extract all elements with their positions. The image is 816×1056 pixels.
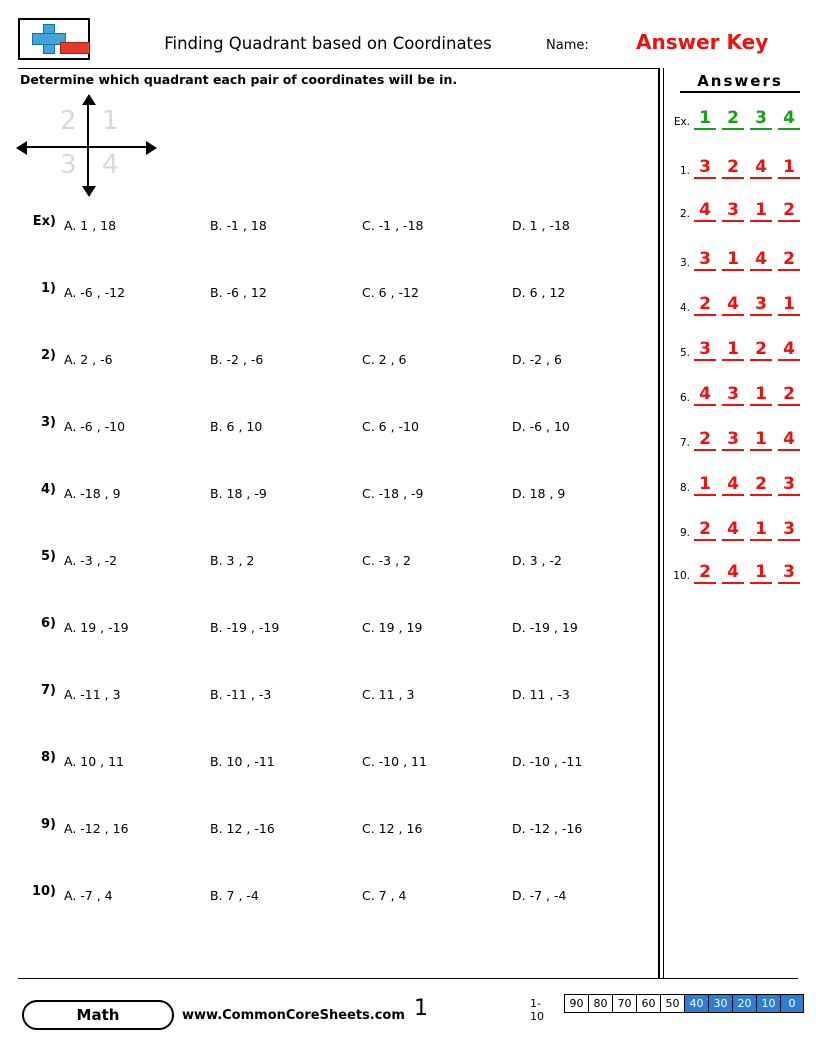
grading-scale-cells — [564, 994, 804, 1013]
choice-c[interactable]: C. 11 , 3 — [362, 687, 415, 702]
grading-scale-cell: 90 — [564, 994, 588, 1013]
answer-value: 3 — [778, 562, 800, 584]
choice-d[interactable]: D. -19 , 19 — [512, 620, 578, 635]
quadrant-label-2: 2 — [60, 106, 77, 136]
problem-row — [22, 482, 642, 506]
answer-value: 2 — [694, 562, 716, 584]
choice-d[interactable]: D. 11 , -3 — [512, 687, 570, 702]
problem-row — [22, 549, 642, 573]
grading-scale-cell: 0 — [780, 994, 804, 1013]
choice-c[interactable]: C. -10 , 11 — [362, 754, 427, 769]
choice-d[interactable]: D. -7 , -4 — [512, 888, 567, 903]
vertical-divider-left — [658, 68, 660, 978]
choice-a[interactable]: A. 10 , 11 — [64, 754, 125, 769]
answer-value: 1 — [750, 200, 772, 222]
answer-row — [668, 562, 808, 590]
answer-row — [668, 474, 808, 502]
answer-key-badge: Answer Key — [636, 30, 769, 54]
choice-b[interactable]: B. 12 , -16 — [210, 821, 275, 836]
answer-value: 1 — [778, 157, 800, 179]
answer-value: 2 — [778, 384, 800, 406]
x-axis — [26, 146, 150, 148]
instructions-text: Determine which quadrant each pair of coordinates will be in. — [20, 72, 458, 87]
answer-values — [694, 294, 806, 320]
grading-scale-cell: 30 — [708, 994, 732, 1013]
answer-value: 4 — [778, 108, 800, 130]
answer-row — [668, 108, 808, 136]
subject-badge — [22, 1000, 174, 1030]
problem-number: 4) — [41, 482, 56, 497]
name-label: Name: — [546, 38, 589, 53]
arrow-up-icon — [82, 94, 96, 105]
answer-value: 1 — [778, 294, 800, 316]
problem-number: Ex) — [32, 214, 56, 229]
answer-values — [694, 562, 806, 588]
answer-value: 4 — [778, 429, 800, 451]
problem-number: 3) — [41, 415, 56, 430]
answer-values — [694, 474, 806, 500]
answer-value: 2 — [694, 519, 716, 541]
quadrant-label-4: 4 — [102, 150, 119, 180]
choice-d[interactable]: D. -6 , 10 — [512, 419, 570, 434]
worksheet-header — [18, 18, 769, 60]
answer-values — [694, 200, 806, 226]
answer-value: 2 — [778, 200, 800, 222]
answer-value: 4 — [694, 384, 716, 406]
choice-d[interactable]: D. -2 , 6 — [512, 352, 562, 367]
answer-value: 3 — [778, 474, 800, 496]
answer-value: 3 — [722, 384, 744, 406]
choice-d[interactable]: D. 3 , -2 — [512, 553, 562, 568]
answer-value: 2 — [722, 108, 744, 130]
subject-label: Math — [76, 1006, 120, 1024]
answer-row-label: 6. — [679, 392, 690, 404]
choice-c[interactable]: C. 7 , 4 — [362, 888, 407, 903]
answer-value: 4 — [722, 294, 744, 316]
choice-c[interactable]: C. 6 , -12 — [362, 285, 419, 300]
choice-a[interactable]: A. -6 , -12 — [64, 285, 126, 300]
choice-c[interactable]: C. -3 , 2 — [362, 553, 412, 568]
problem-row — [22, 281, 642, 305]
website-url: www.CommonCoreSheets.com — [182, 1008, 405, 1023]
problem-row — [22, 884, 642, 908]
answer-value: 1 — [750, 562, 772, 584]
choice-b[interactable]: B. -2 , -6 — [210, 352, 264, 367]
answer-value: 2 — [694, 429, 716, 451]
choice-a[interactable]: A. 19 , -19 — [64, 620, 129, 635]
choice-a[interactable]: A. 2 , -6 — [64, 352, 113, 367]
choice-a[interactable]: A. -3 , -2 — [64, 553, 118, 568]
answer-row-label: 9. — [679, 527, 690, 539]
answer-values — [694, 108, 806, 134]
answer-value: 4 — [722, 474, 744, 496]
answer-value: 3 — [750, 294, 772, 316]
grading-scale-cell: 40 — [684, 994, 708, 1013]
answer-value: 1 — [694, 474, 716, 496]
problem-number: 10) — [31, 884, 56, 899]
answer-row-label: 10. — [673, 570, 690, 582]
problem-number: 1) — [41, 281, 56, 296]
answer-row-label: 8. — [679, 482, 690, 494]
arrow-down-icon — [82, 186, 96, 197]
choice-c[interactable]: C. 6 , -10 — [362, 419, 419, 434]
answer-value: 2 — [694, 294, 716, 316]
choice-c[interactable]: C. -1 , -18 — [362, 218, 424, 233]
page-title: Finding Quadrant based on Coordinates — [164, 34, 492, 53]
choice-c[interactable]: C. 2 , 6 — [362, 352, 407, 367]
answer-values — [694, 429, 806, 455]
problem-row — [22, 750, 642, 774]
answer-value: 4 — [750, 157, 772, 179]
choice-a[interactable]: A. -7 , 4 — [64, 888, 113, 903]
grading-scale-cell: 50 — [660, 994, 684, 1013]
answer-value: 4 — [694, 200, 716, 222]
choice-d[interactable]: D. 6 , 12 — [512, 285, 566, 300]
choice-c[interactable]: C. 12 , 16 — [362, 821, 423, 836]
choice-b[interactable]: B. -11 , -3 — [210, 687, 272, 702]
arrow-left-icon — [16, 141, 27, 155]
answer-value: 3 — [750, 108, 772, 130]
answer-row — [668, 519, 808, 547]
answer-row-label: 3. — [679, 257, 690, 269]
grading-scale-cell: 60 — [636, 994, 660, 1013]
answer-values — [694, 339, 806, 365]
choice-b[interactable]: B. 10 , -11 — [210, 754, 275, 769]
choice-c[interactable]: C. 19 , 19 — [362, 620, 423, 635]
problem-number: 6) — [41, 616, 56, 631]
choice-a[interactable]: A. -18 , 9 — [64, 486, 121, 501]
arrow-right-icon — [146, 141, 157, 155]
answer-value: 1 — [722, 339, 744, 361]
answer-value: 1 — [694, 108, 716, 130]
problem-row — [22, 348, 642, 372]
grading-scale-cell: 80 — [588, 994, 612, 1013]
answer-row — [668, 384, 808, 412]
answer-values — [694, 157, 806, 183]
answer-row — [668, 249, 808, 277]
answer-values — [694, 384, 806, 410]
choice-d[interactable]: D. 18 , 9 — [512, 486, 566, 501]
quadrant-label-3: 3 — [60, 150, 77, 180]
answer-value: 4 — [750, 249, 772, 271]
logo-red-bar — [60, 42, 90, 54]
choice-b[interactable]: B. 7 , -4 — [210, 888, 259, 903]
answer-value: 2 — [722, 157, 744, 179]
choice-a[interactable]: A. -12 , 16 — [64, 821, 129, 836]
header-divider — [18, 68, 658, 69]
answer-value: 4 — [778, 339, 800, 361]
problem-number: 7) — [41, 683, 56, 698]
vertical-divider-right — [663, 68, 664, 978]
problem-number: 8) — [41, 750, 56, 765]
answer-value: 3 — [722, 429, 744, 451]
problem-row — [22, 817, 642, 841]
problem-number: 2) — [41, 348, 56, 363]
choice-b[interactable]: B. -6 , 12 — [210, 285, 267, 300]
choice-d[interactable]: D. 1 , -18 — [512, 218, 570, 233]
answer-row — [668, 294, 808, 322]
problem-number: 5) — [41, 549, 56, 564]
answer-value: 4 — [722, 562, 744, 584]
answer-row-label: 5. — [679, 347, 690, 359]
answer-row — [668, 157, 808, 185]
grading-scale-label: 1-10 — [530, 997, 544, 1023]
problem-number: 9) — [41, 817, 56, 832]
choice-c[interactable]: C. -18 , -9 — [362, 486, 424, 501]
answer-row-label: 2. — [679, 208, 690, 220]
answer-value: 4 — [722, 519, 744, 541]
answer-value: 3 — [694, 249, 716, 271]
choice-b[interactable]: B. -1 , 18 — [210, 218, 267, 233]
problem-row — [22, 683, 642, 707]
answer-value: 2 — [778, 249, 800, 271]
answer-value: 1 — [722, 249, 744, 271]
answer-row-label: Ex. — [673, 116, 690, 128]
answer-row-label: 1. — [679, 165, 690, 177]
grading-scale-cell: 70 — [612, 994, 636, 1013]
answer-value: 3 — [722, 200, 744, 222]
answer-value: 3 — [694, 339, 716, 361]
problem-row — [22, 415, 642, 439]
common-core-sheets-logo — [18, 18, 90, 60]
answer-value: 2 — [750, 339, 772, 361]
choice-d[interactable]: D. -10 , -11 — [512, 754, 583, 769]
choice-b[interactable]: B. -19 , -19 — [210, 620, 280, 635]
answer-values — [694, 249, 806, 275]
choice-a[interactable]: A. -6 , -10 — [64, 419, 126, 434]
answer-row-label: 7. — [679, 437, 690, 449]
choice-b[interactable]: B. 18 , -9 — [210, 486, 267, 501]
grading-scale-cell: 20 — [732, 994, 756, 1013]
answer-row — [668, 339, 808, 367]
choice-a[interactable]: A. -11 , 3 — [64, 687, 121, 702]
answer-value: 1 — [750, 519, 772, 541]
answers-heading: Answers — [680, 72, 800, 93]
choice-b[interactable]: B. 3 , 2 — [210, 553, 255, 568]
answer-values — [694, 519, 806, 545]
problem-row — [22, 616, 642, 640]
quadrant-label-1: 1 — [102, 106, 119, 136]
problem-row — [22, 214, 642, 238]
choice-a[interactable]: A. 1 , 18 — [64, 218, 117, 233]
answer-value: 1 — [750, 384, 772, 406]
grading-scale-cell: 10 — [756, 994, 780, 1013]
quadrant-diagram — [22, 98, 154, 196]
footer-divider — [18, 978, 798, 979]
answer-value: 3 — [778, 519, 800, 541]
answer-value: 3 — [694, 157, 716, 179]
choice-b[interactable]: B. 6 , 10 — [210, 419, 263, 434]
answer-row-label: 4. — [679, 302, 690, 314]
answer-row — [668, 429, 808, 457]
page-number: 1 — [414, 996, 428, 1021]
choice-d[interactable]: D. -12 , -16 — [512, 821, 583, 836]
answer-row — [668, 200, 808, 228]
answer-value: 2 — [750, 474, 772, 496]
answer-value: 1 — [750, 429, 772, 451]
